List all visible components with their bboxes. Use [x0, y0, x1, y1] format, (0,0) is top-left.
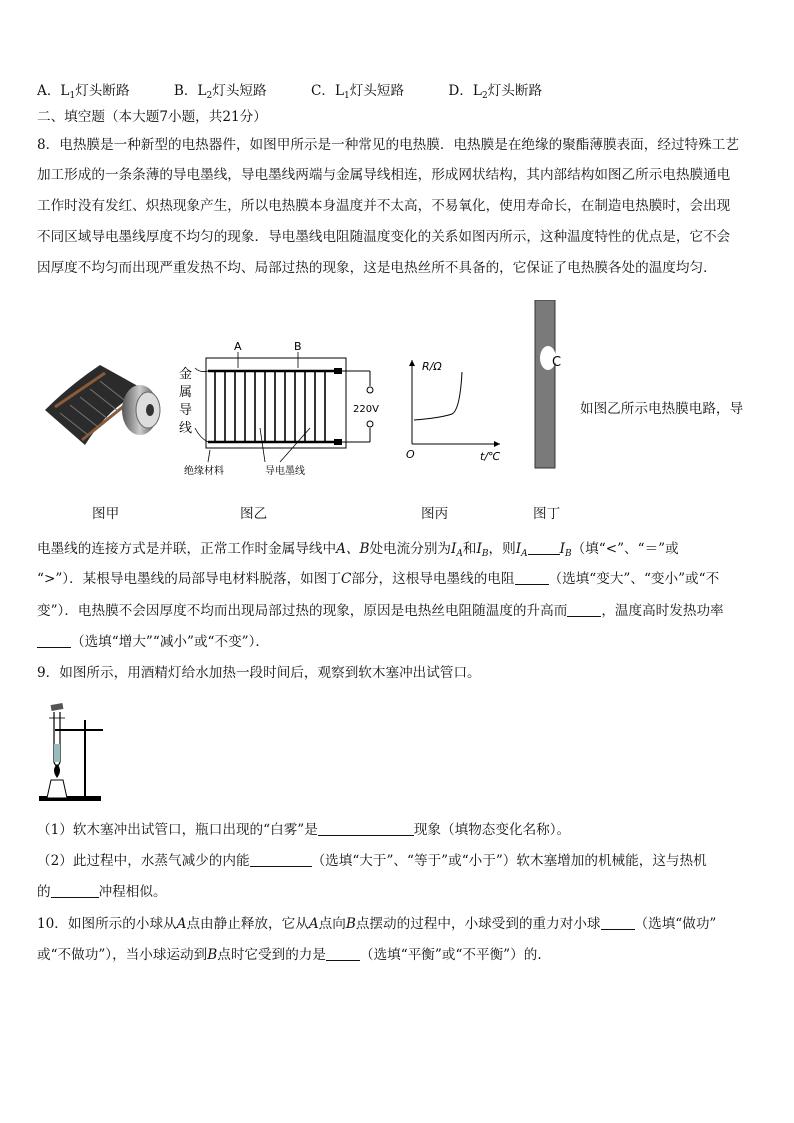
label-metal-3: 导 [179, 403, 193, 418]
figure-jia-heating-film [40, 355, 165, 460]
q10-line-2: 或“不做功”），当小球运动到B点时它受到的力是 （选填“平衡”或“不平衡”）的. [37, 947, 542, 963]
figure-q9-apparatus [37, 700, 109, 804]
label-ink-line: 导电墨线 [265, 466, 305, 477]
answer-blank-6[interactable] [250, 854, 312, 867]
label-A: A [234, 340, 242, 353]
q7-options [37, 83, 582, 104]
option-d: D．$L_2$灯头断路 [448, 83, 543, 101]
answer-blank-2[interactable] [515, 572, 549, 585]
caption-yi: 图乙 [240, 506, 268, 522]
q9-sub-3: 的 冲程相似。 [37, 884, 167, 900]
answer-blank-5[interactable] [318, 823, 414, 836]
section-title: 二、填空题（本大题7小题，共21分） [37, 109, 267, 125]
label-insulation: 绝缘材料 [184, 466, 224, 477]
answer-blank-4[interactable] [37, 635, 71, 648]
caption-bing: 图丙 [421, 506, 449, 522]
q8-para-3: 工作时没有发红、炽热现象产生，所以电热膜本身温度并不太高，不易氧化，使用寿命长，在制造电热膜时，会出现 [37, 198, 731, 214]
figure-yi-circuit [170, 338, 390, 480]
answer-blank-1[interactable] [528, 542, 560, 555]
label-r-axis: R/Ω [422, 360, 442, 373]
option-b: B．$L_2$灯头短路 [173, 83, 267, 101]
label-c: C [552, 355, 562, 370]
label-metal-1: 金 [179, 367, 193, 382]
option-c: C．$L_1$灯头短路 [310, 83, 405, 101]
label-t-axis: t/℃ [480, 450, 501, 463]
figure-ding-ink-line [530, 300, 575, 470]
q8-line-3: 变”）．电热膜不会因厚度不均而出现局部过热的现象，原因是电热丝电阻随温度的升高而 ，温度高时发热功率 [37, 603, 724, 619]
q8-line-2: “>”）．某根导电墨线的局部导电材料脱落，如图丁C部分，这根导电墨线的电阻 （选填“变大”、“变小”或“不 [37, 571, 720, 587]
q9-sub-1: （1）软木塞冲出试管口，瓶口出现的“白雾”是 现象（填物态变化名称）。 [37, 822, 571, 838]
q10-line-1: 10．如图所示的小球从A点由静止释放，它从A点向B点摆动的过程中，小球受到的重力对小球 （选填“做功” [37, 916, 717, 932]
q8-para-1: 8．电热膜是一种新型的电热器件，如图甲所示是一种常见的电热膜．电热膜是在绝缘的聚酯薄膜表面，经过特殊工艺 [37, 137, 739, 153]
answer-blank-8[interactable] [601, 917, 635, 930]
label-220v: 220V [353, 404, 379, 415]
answer-blank-3[interactable] [567, 604, 601, 617]
answer-blank-9[interactable] [326, 948, 360, 961]
label-B: B [294, 340, 302, 353]
figure-bing-graph [400, 352, 510, 467]
q8-line-4: （选填“增大”“减小”或“不变”）． [37, 634, 269, 650]
q8-line-1: 电墨线的连接方式是并联，正常工作时金属导线中A、B处电流分别为$I_A$和$I_B$，则$I_A$ $I_B$（填“<”、“＝”或 [37, 541, 679, 559]
caption-ding: 图丁 [533, 506, 561, 522]
caption-jia: 图甲 [92, 506, 120, 522]
q8-side-text: 如图乙所示电热膜电路，导 [580, 401, 744, 417]
option-a: A．$L_1$灯头断路 [37, 83, 130, 101]
q9-stem: 9．如图所示，用酒精灯给水加热一段时间后，观察到软木塞冲出试管口。 [37, 665, 481, 681]
label-metal-2: 属 [179, 385, 193, 400]
q9-sub-2: （2）此过程中，水蒸气减少的内能 （选填“大于”、“等于”或“小于”）软木塞增加的机械能，这与热机 [37, 853, 707, 869]
label-metal-4: 线 [179, 421, 193, 436]
q8-para-4: 不同区域导电墨线厚度不均匀的现象．导电墨线电阻随温度变化的关系如图丙所示，这种温度特性的优点是，它不会 [37, 229, 731, 245]
label-origin: O [406, 448, 415, 461]
q8-para-2: 加工形成的一条条薄的导电墨线，导电墨线两端与金属导线相连，形成网状结构，其内部结构如图乙所示电热膜通电 [37, 167, 731, 183]
answer-blank-7[interactable] [51, 885, 99, 898]
q8-para-5: 因厚度不均匀而出现严重发热不均、局部过热的现象，这是电热丝所不具备的，它保证了电热膜各处的温度均匀． [37, 260, 717, 276]
